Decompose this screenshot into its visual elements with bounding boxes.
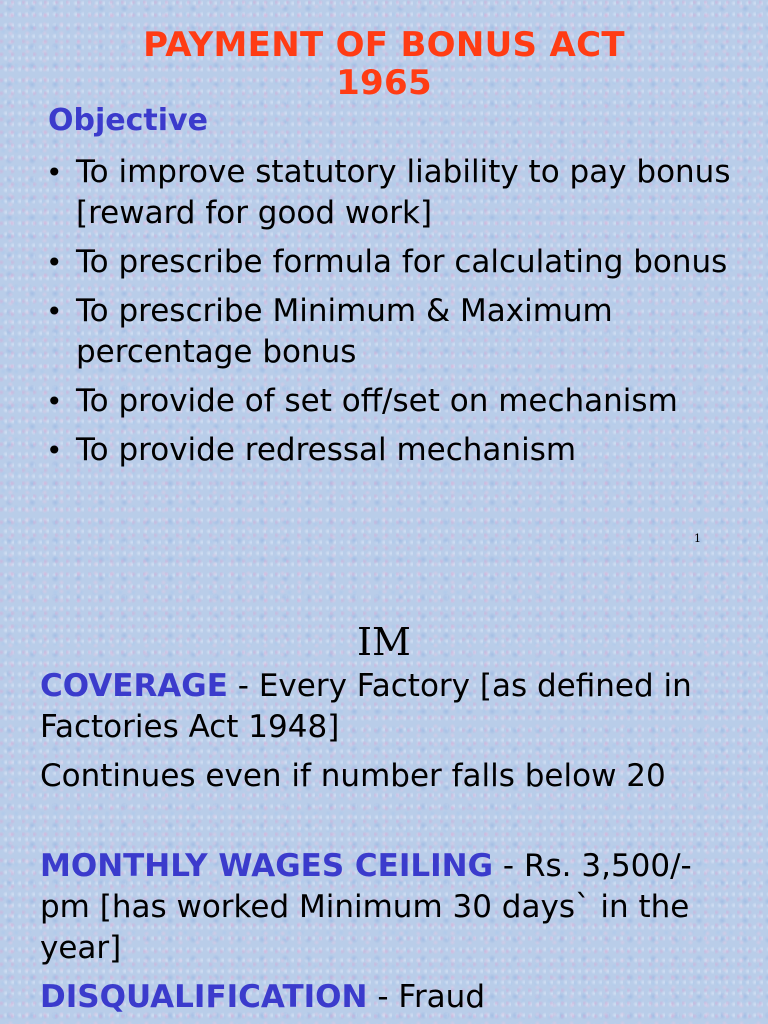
wages-ceiling-heading: MONTHLY WAGES CEILING bbox=[40, 848, 494, 884]
coverage-heading: COVERAGE bbox=[40, 668, 228, 704]
list-item-text: To provide redressal mechanism bbox=[76, 432, 577, 468]
bullet-icon: • bbox=[46, 156, 63, 189]
list-item bbox=[40, 381, 740, 422]
coverage-paragraph bbox=[40, 666, 740, 748]
slide-title-line2: 1965 bbox=[336, 63, 432, 103]
bullet-icon: • bbox=[46, 385, 63, 418]
bullet-icon: • bbox=[46, 434, 63, 467]
continuation-paragraph bbox=[40, 756, 740, 797]
list-item-text: To prescribe formula for calculating bonus bbox=[76, 244, 728, 280]
disqualification-paragraph bbox=[40, 977, 740, 1018]
slide-title bbox=[0, 26, 768, 102]
list-item-text: To provide of set off/set on mechanism bbox=[76, 383, 678, 419]
objective-list bbox=[40, 152, 740, 479]
list-item bbox=[40, 242, 740, 283]
list-item bbox=[40, 291, 740, 373]
list-item-text: To prescribe Minimum & Maximum percentage bonus bbox=[76, 293, 613, 370]
list-item-text: To improve statutory liability to pay bonus [reward for good work] bbox=[76, 154, 731, 231]
coverage-text: - Every Factory [as defined in Factories Act 1948] bbox=[40, 668, 692, 745]
bullet-icon: • bbox=[46, 246, 63, 279]
wages-ceiling-paragraph bbox=[40, 846, 740, 969]
disqualification-heading: DISQUALIFICATION bbox=[40, 979, 368, 1015]
objective-heading: Objective bbox=[48, 103, 208, 138]
wages-ceiling-text: - Rs. 3,500/- pm [has worked Minimum 30 days` in the year] bbox=[40, 848, 692, 966]
list-item bbox=[40, 152, 740, 234]
disqualification-text: - Fraud bbox=[367, 979, 486, 1015]
page-number: 1 bbox=[694, 532, 701, 545]
list-item bbox=[40, 430, 740, 471]
im-logo: IM bbox=[357, 620, 411, 664]
bullet-icon: • bbox=[46, 295, 63, 328]
slide-title-line1: PAYMENT OF BONUS ACT bbox=[143, 25, 625, 65]
continuation-text: Continues even if number falls below 20 bbox=[40, 758, 666, 794]
